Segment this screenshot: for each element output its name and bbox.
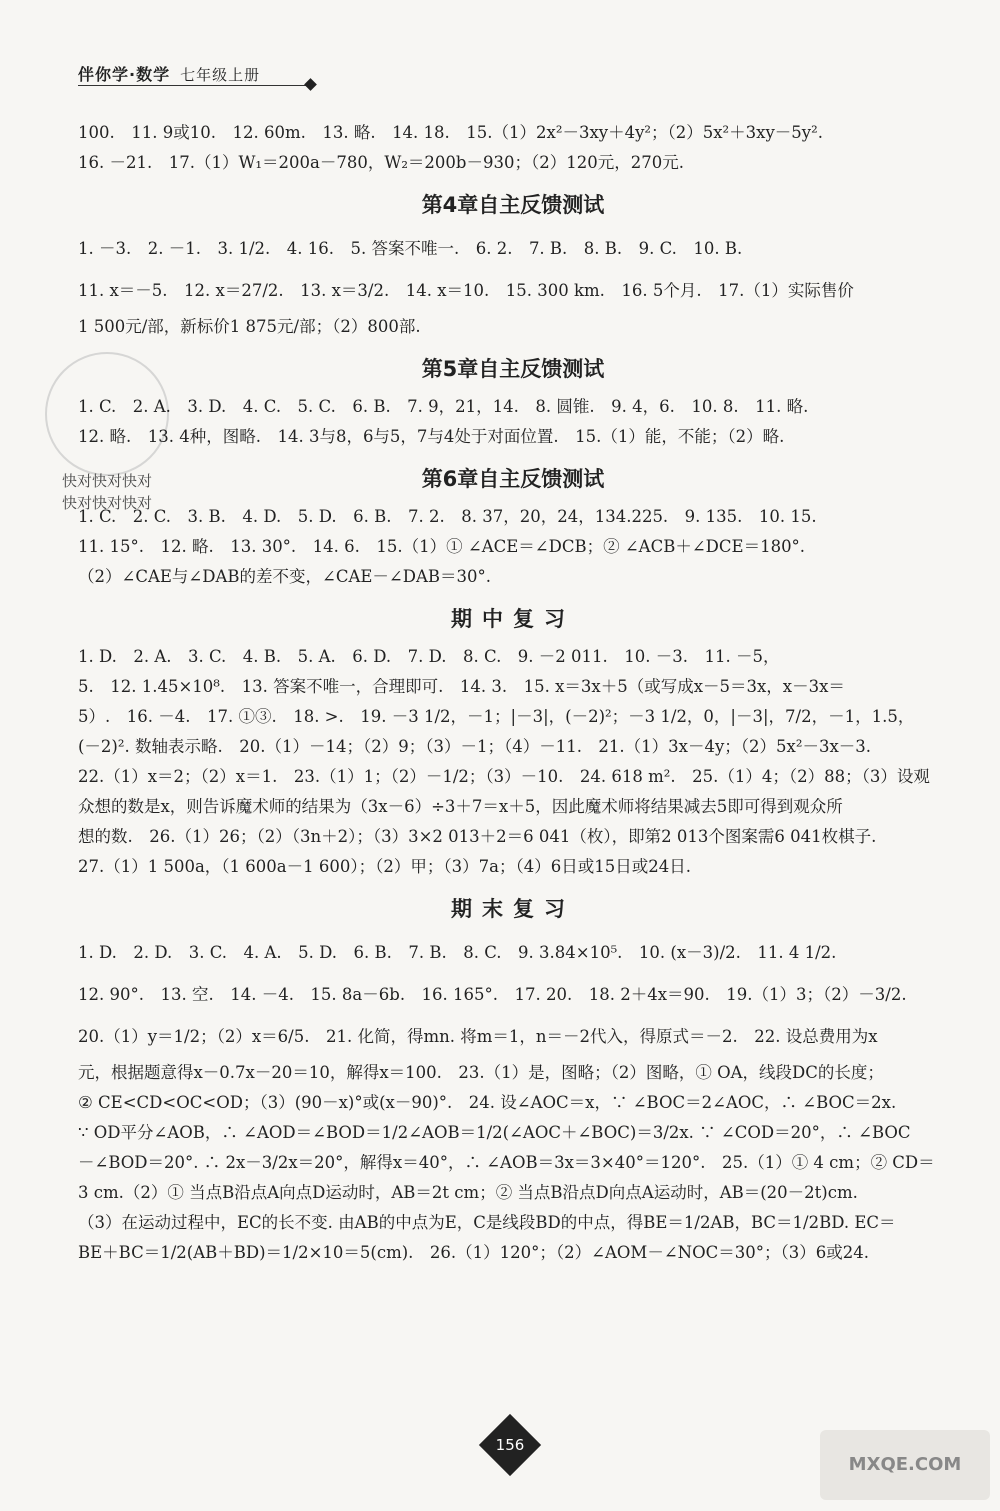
answer-line: 11. 15°. 12. 略. 13. 30°. 14. 6. 15.（1）① ∠ACE＝∠DCB；② ∠ACB＋∠DCE＝180°. [78,537,806,556]
section-title: 期中复习 [451,607,575,631]
section-title: 第5章自主反馈测试 [421,357,605,381]
answer-line: 11. x＝－5. 12. x＝27/2. 13. x＝3/2. 14. x＝10. 15. 300 km. 16. 5个月. 17.（1）实际售价 [78,281,854,300]
header [78,62,260,85]
header-rule [78,85,310,86]
section-title: 第4章自主反馈测试 [421,193,605,217]
answer-line: （3）在运动过程中，EC的长不变. 由AB的中点为E，C是线段BD的中点，得BE＝1/2AB，BC＝1/2BD. EC＝ [78,1213,896,1232]
answer-line: 12. 90°. 13. 空. 14. －4. 15. 8a－6b. 16. 165°. 17. 20. 18. 2＋4x＝90. 19.（1）3；（2）－3/2. [78,985,907,1004]
answer-line: ∵ OD平分∠AOB，∴ ∠AOD＝∠BOD＝1/2∠AOB＝1/2(∠AOC＋∠BOC)＝3/2x. ∵ ∠COD＝20°，∴ ∠BOC [78,1123,911,1142]
answer-line: －∠BOD＝20°. ∴ 2x－3/2x＝20°，解得x＝40°，∴ ∠AOB＝3x＝3×40°＝120°. 25.（1）① 4 cm；② CD＝ [78,1153,935,1172]
answer-line: 1 500元/部，新标价1 875元/部；（2）800部. [78,317,421,336]
answer-line: 1. －3. 2. －1. 3. 1/2. 4. 16. 5. 答案不唯一. 6. 2. 7. B. 8. B. 9. C. 10. B. [78,239,743,258]
answer-line: 1. D. 2. A. 3. C. 4. B. 5. A. 6. D. 7. D. 8. C. 9. －2 011. 10. －3. 11. －5， [78,647,780,666]
logo-text: MXQE.COM [848,1454,962,1475]
answer-line: BE＋BC＝1/2(AB＋BD)＝1/2×10＝5(cm). 26.（1）120°；（2）∠AOM－∠NOC＝30°；（3）6或24. [78,1243,869,1262]
section-title: 第6章自主反馈测试 [421,467,605,491]
diamond-icon [304,78,317,91]
answer-line: 12. 略. 13. 4种，图略. 14. 3与8，6与5，7与4处于对面位置. 15.（1）能，不能；（2）略. [78,427,785,446]
watermark-line: 快对快对快对 [62,494,153,512]
page-number: 156 [495,1436,525,1454]
answer-line: 3 cm.（2）① 当点B沿点A向点D运动时，AB＝2t cm；② 当点B沿点D向点A运动时，AB＝(20－2t)cm. [78,1183,858,1202]
answer-line: 想的数. 26.（1）26；（2）（3n＋2）；（3）3×2 013＋2＝6 041（枚），即第2 013个图案需6 041枚棋子. [78,827,877,846]
answer-line: 1. C. 2. C. 3. B. 4. D. 5. D. 6. B. 7. 2. 8. 37，20，24，134.225. 9. 135. 10. 15. [78,507,817,526]
answer-line: ② CE<CD<OC<OD；（3）(90－x)°或(x－90)°. 24. 设∠AOC＝x，∵ ∠BOC＝2∠AOC，∴ ∠BOC＝2x. [78,1093,897,1112]
answer-line: 1. D. 2. D. 3. C. 4. A. 5. D. 6. B. 7. B. 8. C. 9. 3.84×10⁵. 10. (x－3)/2. 11. 4 1/2. [78,943,837,962]
answer-line: 众想的数是x，则告诉魔术师的结果为（3x－6）÷3＋7＝x＋5，因此魔术师将结果减去5即可得到观众所 [78,797,843,816]
book-subtitle: 七年级上册 [180,66,261,84]
answer-line: 27.（1）1 500a，（1 600a－1 600）；（2）甲；（3）7a；（4）6日或15日或24日. [78,857,691,876]
answer-line: 20.（1）y＝1/2；（2）x＝6/5. 21. 化简，得mn. 将m＝1，n＝－2代入，得原式＝－2. 22. 设总费用为x [78,1027,878,1046]
answer-line: 22.（1）x＝2；（2）x＝1. 23.（1）1；（2）－1/2；（3）－10. 24. 618 m². 25.（1）4；（2）88；（3）设观 [78,767,930,786]
answer-line: 100. 11. 9或10. 12. 60m. 13. 略. 14. 18. 15.（1）2x²－3xy＋4y²；（2）5x²＋3xy－5y². [78,123,823,142]
answer-line: 元，根据题意得x－0.7x－20＝10，解得x＝100. 23.（1）是，图略；（2）图略，① OA，线段DC的长度； [78,1063,884,1082]
answer-line: (－2)². 数轴表示略. 20.（1）－14；（2）9；（3）－1；（4）－11. 21.（1）3x－4y；（2）5x²－3x－3. [78,737,872,756]
watermark-line: 快对快对快对 [62,472,153,490]
answer-line: 1. C. 2. A. 3. D. 4. C. 5. C. 6. B. 7. 9，21，14. 8. 圆锥. 9. 4，6. 10. 8. 11. 略. [78,397,809,416]
answer-line: 5）. 16. －4. 17. ①③. 18. >. 19. －3 1/2，－1；|－3|，(－2)²；－3 1/2，0，|－3|，7/2，－1，1.5， [78,707,915,726]
book-title: 伴你学·数学 [78,65,171,84]
section-title: 期末复习 [451,897,575,921]
answer-line: 16. －21. 17.（1）W₁＝200a－780，W₂＝200b－930；（2）120元，270元. [78,153,684,172]
answer-content [78,118,948,1268]
answer-line: 5. 12. 1.45×10⁸. 13. 答案不唯一，合理即可. 14. 3. 15. x＝3x＋5（或写成x－5＝3x，x－3x＝ [78,677,845,696]
answer-line: （2）∠CAE与∠DAB的差不变，∠CAE－∠DAB＝30°. [78,567,491,586]
